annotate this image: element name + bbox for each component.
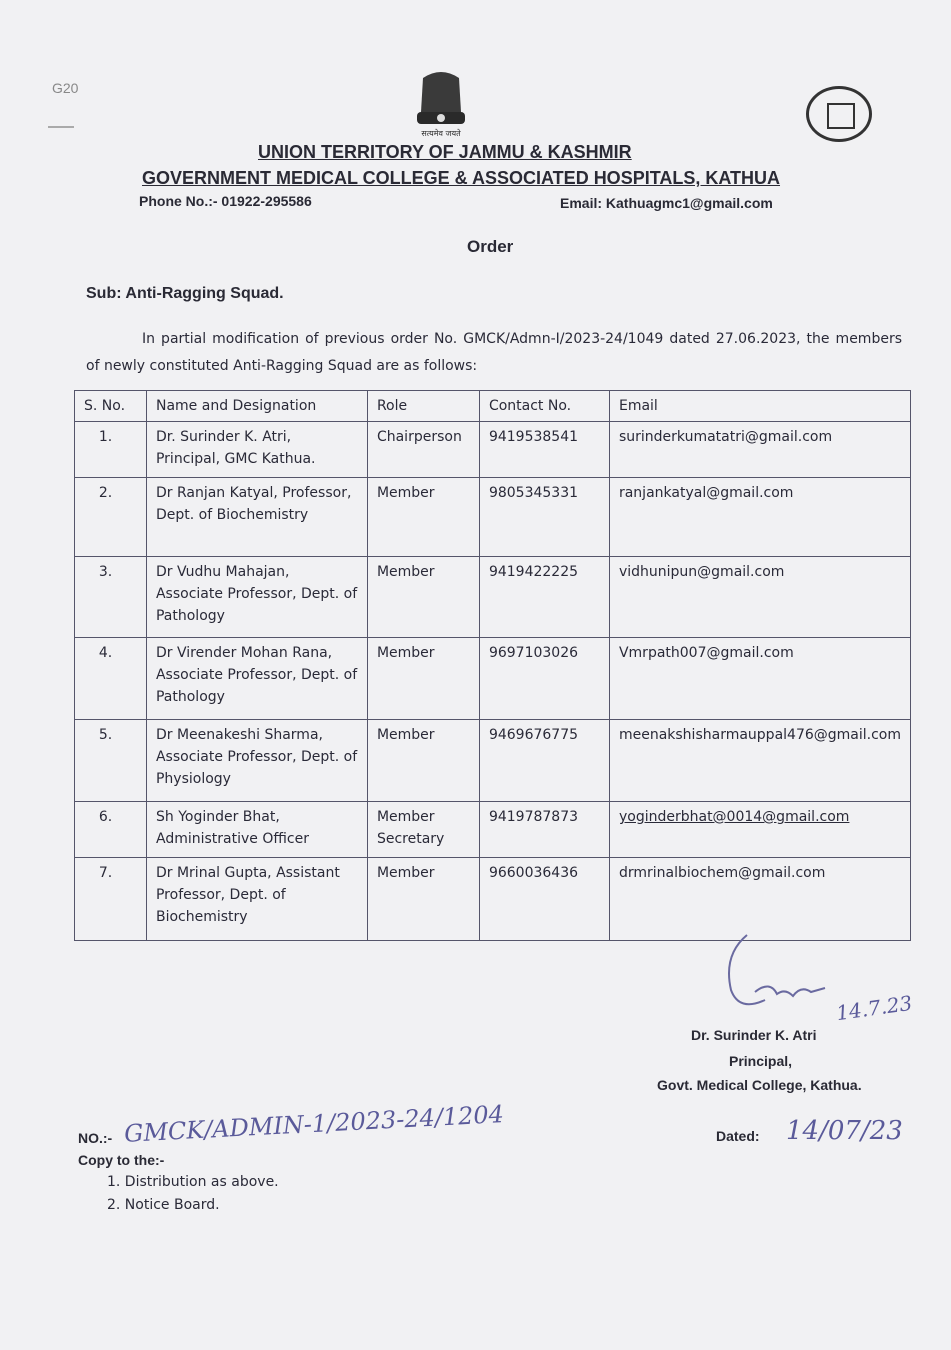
cell-role: Member xyxy=(367,638,479,720)
cell-email: yoginderbhat@0014@gmail.com xyxy=(609,802,910,858)
cell-email: drmrinalbiochem@gmail.com xyxy=(609,858,910,941)
intro-paragraph: In partial modification of previous order No. GMCK/Admn-I/2023-24/1049 dated 27.06.2023, the members of newly constituted Anti-Ragging Squad are as follows: xyxy=(86,331,902,374)
table-row xyxy=(75,557,911,638)
cell-email: meenakshisharmauppal476@gmail.com xyxy=(609,720,910,802)
header-line2: GOVERNMENT MEDICAL COLLEGE & ASSOCIATED HOSPITALS, KATHUA xyxy=(142,168,781,188)
cell-name-designation: Dr Virender Mohan Rana, Associate Professor, Dept. of Pathology xyxy=(146,638,367,720)
header-contact: Contact No. xyxy=(479,391,609,422)
cell-email: surinderkumatatri@gmail.com xyxy=(609,422,910,478)
order-title: Order xyxy=(467,237,514,256)
header-name: Name and Designation xyxy=(146,391,367,422)
header-email: Email xyxy=(609,391,910,422)
cell-sno: 1. xyxy=(75,422,147,478)
cell-contact: 9419422225 xyxy=(479,557,609,638)
emblem-motto: सत्यमेव जयते xyxy=(421,129,461,138)
cell-name-designation: Sh Yoginder Bhat, Administrative Officer xyxy=(146,802,367,858)
national-emblem xyxy=(403,68,479,140)
copy-item: 1. Distribution as above. xyxy=(107,1174,279,1190)
table-row xyxy=(75,858,911,941)
header-phone: Phone No.:- 01922-295586 xyxy=(139,193,312,209)
signature-date: 14.7.23 xyxy=(834,990,914,1026)
copy-to-label: Copy to the:- xyxy=(78,1152,165,1168)
table-row xyxy=(75,802,911,858)
cell-contact: 9469676775 xyxy=(479,720,609,802)
cell-sno: 5. xyxy=(75,720,147,802)
cell-contact: 9419538541 xyxy=(479,422,609,478)
cell-sno: 2. xyxy=(75,478,147,557)
table-header-row xyxy=(75,391,911,422)
gmc-kathua-seal xyxy=(806,86,872,142)
signature xyxy=(715,930,845,1020)
cell-email: Vmrpath007@gmail.com xyxy=(609,638,910,720)
table-row xyxy=(75,638,911,720)
cell-name-designation: Dr Mrinal Gupta, Assistant Professor, Dept. of Biochemistry xyxy=(146,858,367,941)
cell-sno: 6. xyxy=(75,802,147,858)
cell-name-designation: Dr. Surinder K. Atri, Principal, GMC Kathua. xyxy=(146,422,367,478)
copy-item: 2. Notice Board. xyxy=(107,1197,220,1213)
signatory-institution: Govt. Medical College, Kathua. xyxy=(657,1077,862,1093)
cell-contact: 9419787873 xyxy=(479,802,609,858)
cell-contact: 9660036436 xyxy=(479,858,609,941)
dated-label: Dated: xyxy=(716,1128,760,1144)
header-role: Role xyxy=(367,391,479,422)
cell-role: Member xyxy=(367,858,479,941)
header-line1: UNION TERRITORY OF JAMMU & KASHMIR xyxy=(258,142,632,162)
table-row xyxy=(75,478,911,557)
cell-name-designation: Dr Ranjan Katyal, Professor, Dept. of Biochemistry xyxy=(146,478,367,557)
cell-sno: 3. xyxy=(75,557,147,638)
squad-table xyxy=(74,390,911,941)
g20-logo: G20 xyxy=(52,80,94,130)
table-row xyxy=(75,720,911,802)
cell-role: Chairperson xyxy=(367,422,479,478)
cell-role: Member xyxy=(367,557,479,638)
signatory-name: Dr. Surinder K. Atri xyxy=(691,1027,817,1043)
cell-sno: 7. xyxy=(75,858,147,941)
subject: Sub: Anti-Ragging Squad. xyxy=(86,285,284,302)
header-sno: S. No. xyxy=(75,391,147,422)
cell-role: Member xyxy=(367,478,479,557)
signatory-designation: Principal, xyxy=(729,1053,793,1069)
no-label: NO.:- xyxy=(78,1130,113,1146)
cell-name-designation: Dr Vudhu Mahajan, Associate Professor, Dept. of Pathology xyxy=(146,557,367,638)
cell-role: Member xyxy=(367,720,479,802)
table-row xyxy=(75,422,911,478)
cell-contact: 9697103026 xyxy=(479,638,609,720)
cell-email: ranjankatyal@gmail.com xyxy=(609,478,910,557)
dated-handwritten: 14/07/23 xyxy=(786,1116,903,1146)
cell-sno: 4. xyxy=(75,638,147,720)
cell-role: Member Secretary xyxy=(367,802,479,858)
cell-name-designation: Dr Meenakeshi Sharma, Associate Professor, Dept. of Physiology xyxy=(146,720,367,802)
order-number-handwritten: GMCK/ADMIN-1/2023-24/1204 xyxy=(123,1100,505,1148)
header-email: Email: Kathuagmc1@gmail.com xyxy=(560,195,773,211)
cell-email: vidhunipun@gmail.com xyxy=(609,557,910,638)
cell-contact: 9805345331 xyxy=(479,478,609,557)
